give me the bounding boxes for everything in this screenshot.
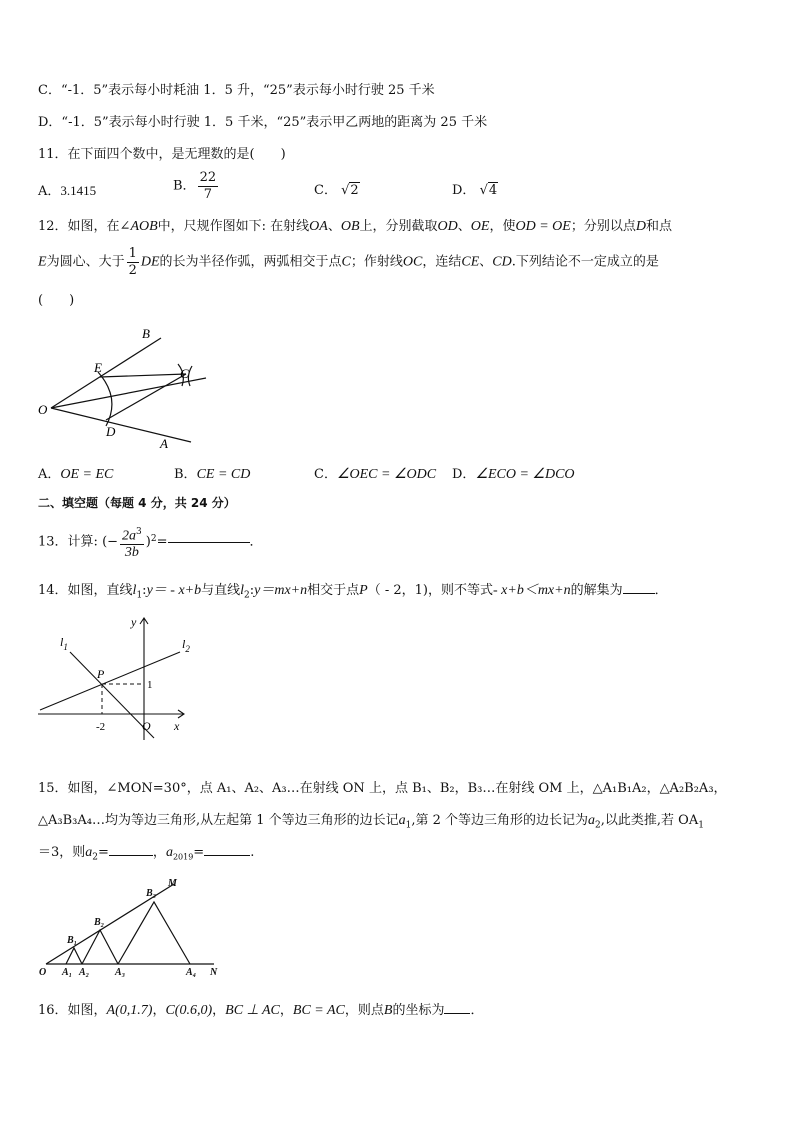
fig-o-label: O — [39, 967, 47, 978]
fig-label-e: E — [94, 360, 102, 375]
segment-dc — [106, 374, 186, 420]
fig-n-label: N — [210, 967, 218, 978]
fig-one-label: 1 — [147, 679, 153, 691]
q11-option-b: B． $\frac{22}{7}$ — [173, 170, 217, 202]
triangle-3 — [118, 902, 190, 964]
fig-label-b: B — [142, 326, 150, 341]
arc-c2 — [188, 366, 192, 386]
fig-label-c: C — [180, 366, 189, 381]
q15-line2: △A₃B₃A₄…均为等边三角形,从左起第 1 个等边三角形的边长记$a_1$,第 2 个等边三角形的边长记为$a_2$,以此类推,若 $OA_1$ — [38, 813, 704, 831]
q12-option-d: D．∠ECO = ∠DCO — [452, 467, 575, 482]
segment-ec — [100, 374, 186, 377]
q11-stem: 11．在下面四个数中，是无理数的是( ) — [38, 147, 286, 162]
q14-figure — [36, 612, 206, 742]
q12-line3: ( ) — [38, 293, 75, 308]
fig-label-d: D — [106, 424, 116, 439]
q11-options — [38, 170, 758, 208]
fig-y-label: y — [131, 615, 137, 629]
fig-neg2-label: -2 — [96, 721, 106, 733]
section-2-heading: 二、填空题（每题 4 分，共 24 分） — [38, 496, 236, 510]
q12-option-a: A．OE = EC — [38, 467, 114, 482]
q11-option-a: A．3.1415 — [38, 183, 97, 199]
q12-line2: E为圆心、大于 $\frac{1}{2}$ DE的长为半径作弧，两弧相交于点C；作射线OC，连结CE、CD.下列结论不一定成立的是 — [38, 246, 659, 278]
q13: 13．计算: (− $\frac{2a^3}{3b}$ )$^2$= ． — [38, 524, 263, 564]
triangle-2 — [82, 930, 118, 964]
fig-a1-label: A₁ — [62, 967, 73, 978]
q14-stem: 14．如图，直线$l_1:y= - x+b$与直线$l_2:y=mx+n$相交于点P（ - 2，1)，则不等式- x+b＜mx+n的解集为 ． — [38, 583, 668, 601]
fig-a4-label: A₄ — [186, 967, 197, 978]
q12-figure — [36, 322, 216, 452]
q10-option-d: D．“-1．5”表示每小时行驶 1．5 千米，“25”表示甲乙两地的距离为 25 千米 — [38, 115, 488, 130]
fig-b1-label: B₁ — [67, 935, 78, 946]
fig-m-label: M — [168, 878, 177, 889]
fig-b3-label: B₃ — [146, 888, 157, 899]
fig-l2-label: $l_2$ — [182, 637, 190, 654]
q11-option-d: D． √4 — [452, 183, 498, 198]
fig-a3-label: A₃ — [115, 967, 126, 978]
q16-answer-blank[interactable] — [444, 1013, 470, 1014]
q13-fraction: $\frac{2a^3}{3b}$ — [120, 524, 144, 561]
q13-answer-blank[interactable] — [168, 542, 250, 543]
q11-fraction: $\frac{22}{7}$ — [199, 170, 217, 202]
q15-line3: ＝3，则$a_2=$ ，$a_{2019}=$ . — [38, 845, 255, 863]
line-l2 — [40, 652, 180, 710]
fig-x-label: x — [174, 719, 180, 733]
q15-answer-blank-a2019[interactable] — [204, 855, 250, 856]
q15-line1: 15．如图，∠MON=30°，点 A₁、A₂、A₃…在射线 ON 上，点 B₁、B₂，B₃…在射线 OM 上，△A₁B₁A₂，△A₂B₂A₃， — [38, 781, 727, 796]
q11-option-c: C． √2 — [314, 183, 359, 198]
fig-label-a: A — [160, 436, 168, 451]
ray-oa — [51, 408, 191, 442]
q10-option-c: C．“-1．5”表示每小时耗油 1．5 升，“25”表示每小时行驶 25 千米 — [38, 83, 435, 98]
sqrt-icon: √2 — [341, 183, 359, 198]
q12-option-b: B．CE = CD — [174, 467, 251, 482]
fig-label-o: O — [38, 402, 48, 417]
q16-stem: 16．如图，A(0,1.7)，C(0.6,0)，BC ⊥ AC，BC = AC，则点B的坐标为 ． — [38, 1003, 484, 1018]
fig-a2-label: A₂ — [79, 967, 90, 978]
fig-l1-label: $l_1$ — [60, 635, 68, 652]
q15-answer-blank-a2[interactable] — [109, 855, 153, 856]
q12-option-c: C．∠OEC = ∠ODC — [314, 467, 437, 482]
sqrt-icon: √4 — [479, 183, 498, 198]
q12-line1: 12．如图，在∠AOB中，尺规作图如下: 在射线OA、OB上，分别截取OD、OE，使OD = OE；分别以点D和点 — [38, 219, 672, 234]
q15-figure — [36, 872, 236, 982]
fig-b2-label: B₂ — [94, 917, 105, 928]
q14-answer-blank[interactable] — [623, 593, 655, 594]
q12-options — [38, 466, 758, 486]
fig-p-label: P — [97, 667, 105, 681]
fig-o-label: O — [142, 719, 151, 733]
q12-fraction: $\frac{1}{2}$ — [128, 246, 137, 278]
